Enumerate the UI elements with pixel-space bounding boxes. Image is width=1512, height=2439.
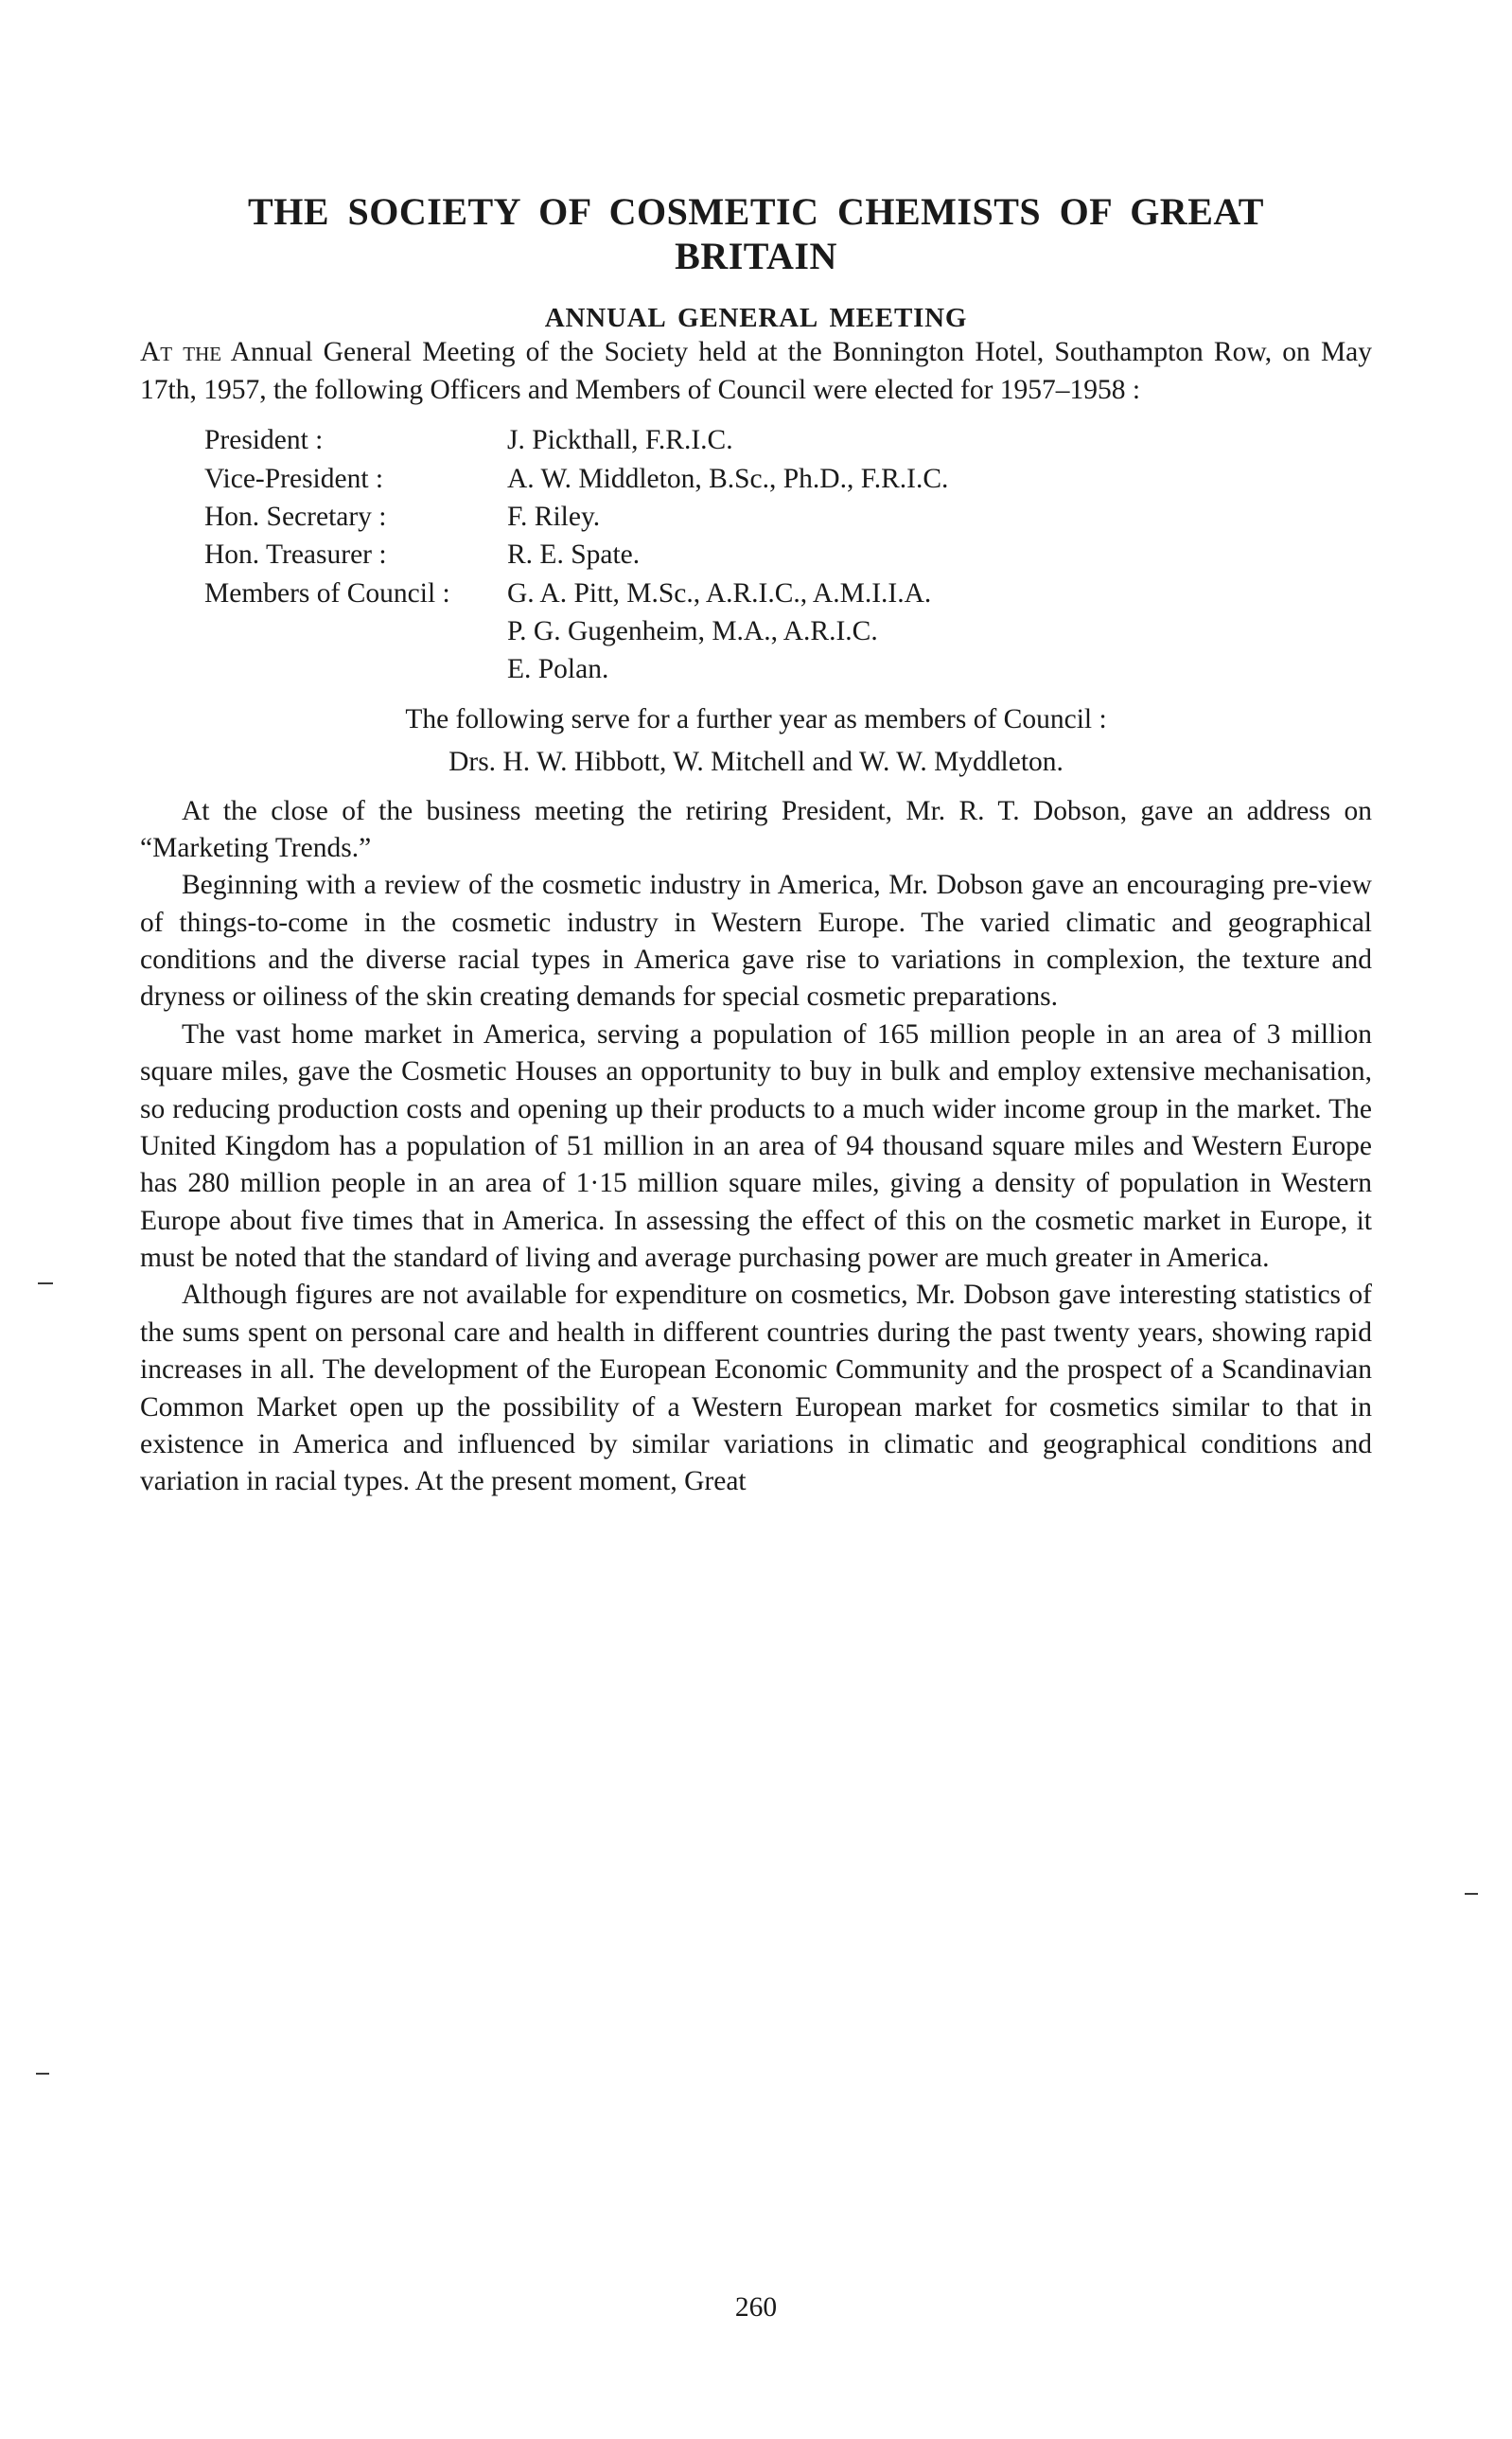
page-title: THE SOCIETY OF COSMETIC CHEMISTS OF GREAT BRITAIN	[248, 190, 1264, 278]
officer-name: J. Pickthall, F.R.I.C.	[507, 425, 733, 456]
officer-name: F. Riley.	[507, 501, 601, 532]
table-row	[140, 537, 948, 574]
officer-role: Hon. Secretary :	[204, 501, 387, 532]
officers-table	[140, 422, 948, 690]
table-row	[140, 575, 948, 613]
officer-role: Hon. Treasurer :	[204, 539, 387, 571]
paragraph-1: At the close of the business meeting the retiring President, Mr. R. T. Dobson, gave an address on “Marketing Trends.”	[140, 795, 1372, 863]
lead-paragraph	[140, 334, 1372, 409]
table-row	[140, 422, 948, 460]
margin-tick-left-lower	[36, 2073, 49, 2075]
continuing-members-intro: The following serve for a further year as members of Council :	[405, 703, 1107, 734]
table-row	[140, 499, 948, 537]
table-row	[140, 461, 948, 499]
officer-role: Members of Council :	[204, 577, 450, 609]
page-number: 260	[734, 2292, 778, 2323]
officer-name: E. Polan.	[507, 654, 609, 685]
lead-smallcaps: At the	[140, 337, 222, 368]
continuing-members-names: Drs. H. W. Hibbott, W. Mitchell and W. W. Myddleton.	[448, 747, 1064, 778]
officer-name: A. W. Middleton, B.Sc., Ph.D., F.R.I.C.	[507, 463, 949, 494]
officer-role: President :	[204, 425, 324, 456]
margin-tick-left	[38, 1282, 53, 1284]
officer-role	[140, 651, 507, 689]
paragraph-4: Although figures are not available for expenditure on cosmetics, Mr. Dobson gave interesting statistics of the sums spent on personal care and health in different countries during the past twenty years, showing rapid increases in all. The development of the European Economic Community and the prospect of a Scandinavian Common Market open up the possibility of a Western European market for cosmetics similar to that in existence in America and influenced by similar variations in climatic and geographical conditions and variation in racial types. At the present moment, Great	[140, 1280, 1372, 1497]
paragraph-2: Beginning with a review of the cosmetic industry in America, Mr. Dobson gave an encouraging pre-view of things-to-come in the cosmetic industry in Western Europe. The varied climatic and geographical conditions and the diverse racial types in America gave rise to variations in complexion, the texture and dryness or oiliness of the skin creating demands for special cosmetic preparations.	[140, 870, 1372, 1013]
officer-role	[140, 613, 507, 651]
page-subtitle: ANNUAL GENERAL MEETING	[544, 303, 968, 334]
officer-name: P. G. Gugenheim, M.A., A.R.I.C.	[507, 616, 878, 646]
title-block	[140, 189, 1372, 334]
officer-name: R. E. Spate.	[507, 539, 641, 571]
officer-name: G. A. Pitt, M.Sc., A.R.I.C., A.M.I.I.A.	[507, 577, 932, 609]
officer-role: Vice-President :	[204, 463, 384, 494]
paragraph-3: The vast home market in America, serving a population of 165 million people in an area of 3 million square miles, gave the Cosmetic Houses an opportunity to buy in bulk and employ extensive mechanisation, so reducing production costs and opening up their products to a much wider income group in the market. The United Kingdom has a population of 51 million in an area of 94 thousand square miles and Western Europe has 280 million people in an area of 1·15 million square miles, giving a density of population in Western Europe about five times that in America. In assessing the effect of this on the cosmetic market in Europe, it must be noted that the standard of living and average purchasing power are much greater in America.	[140, 1018, 1372, 1273]
table-row	[140, 613, 948, 651]
table-row	[140, 651, 948, 689]
lead-text: Annual General Meeting of the Society held at the Bonnington Hotel, Southampton Row, on May 17th, 1957, the following Officers and Members of Council were elected for 1957–1958 :	[140, 337, 1373, 405]
margin-tick-right	[1465, 1893, 1478, 1895]
